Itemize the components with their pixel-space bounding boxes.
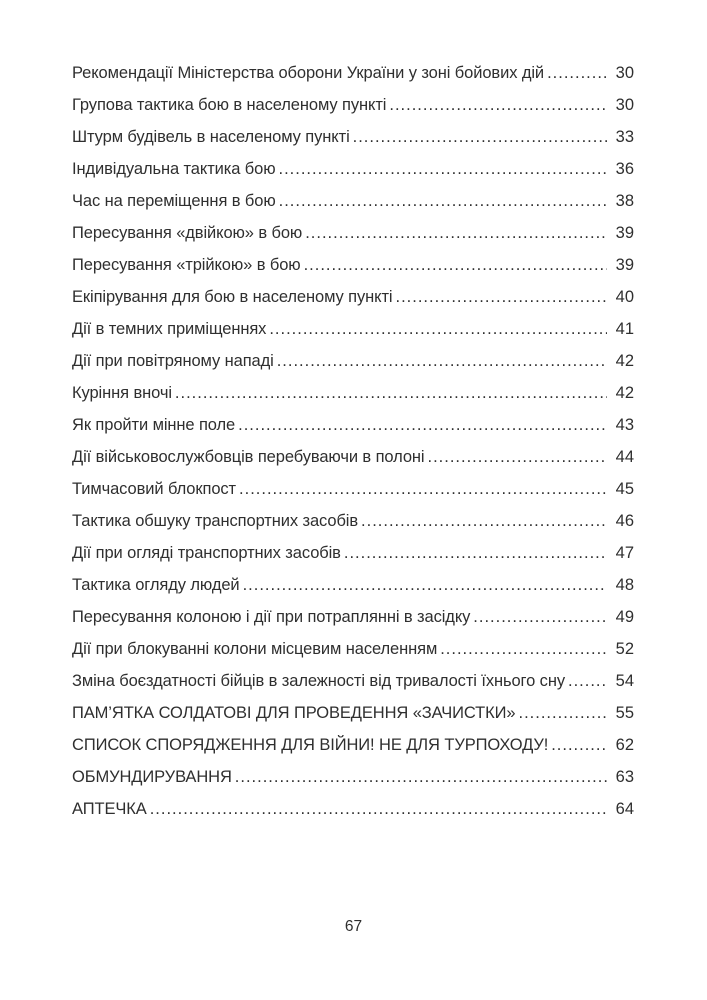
toc-entry-page: 44 bbox=[615, 448, 634, 466]
toc-entry bbox=[72, 64, 634, 96]
toc-entry bbox=[72, 672, 634, 704]
dot-leader bbox=[305, 224, 607, 243]
toc-entry-page: 64 bbox=[615, 800, 634, 818]
folio-page-number: 67 bbox=[344, 918, 363, 935]
dot-leader bbox=[239, 480, 607, 499]
toc-entry bbox=[72, 480, 634, 512]
dot-leader bbox=[279, 160, 607, 179]
dot-leader bbox=[344, 544, 607, 563]
toc-entry-page: 39 bbox=[615, 256, 634, 274]
toc-entry bbox=[72, 416, 634, 448]
toc-entry bbox=[72, 160, 634, 192]
toc-entry-title: Дії в темних приміщеннях bbox=[72, 320, 267, 338]
toc-entry bbox=[72, 224, 634, 256]
toc-entry-page: 55 bbox=[615, 704, 634, 722]
dot-leader bbox=[440, 640, 607, 659]
dot-leader bbox=[269, 320, 607, 339]
dot-leader bbox=[279, 192, 607, 211]
toc-entry bbox=[72, 384, 634, 416]
dot-leader bbox=[568, 672, 607, 691]
toc-entry-page: 41 bbox=[615, 320, 634, 338]
dot-leader bbox=[150, 800, 607, 819]
toc-entry bbox=[72, 512, 634, 544]
toc-entry-page: 43 bbox=[615, 416, 634, 434]
dot-leader bbox=[243, 576, 607, 595]
toc-entry bbox=[72, 128, 634, 160]
toc-entry-title: Пересування «двійкою» в бою bbox=[72, 224, 303, 242]
dot-leader bbox=[547, 64, 607, 83]
toc-entry-page: 42 bbox=[615, 384, 634, 402]
toc-entry bbox=[72, 320, 634, 352]
toc-entry bbox=[72, 800, 634, 832]
toc-entry-title: Як пройти мінне поле bbox=[72, 416, 236, 434]
toc-entry bbox=[72, 704, 634, 736]
dot-leader bbox=[473, 608, 607, 627]
toc-entry-page: 52 bbox=[615, 640, 634, 658]
toc-entry-page: 49 bbox=[615, 608, 634, 626]
toc-entry-page: 36 bbox=[615, 160, 634, 178]
toc-entry-page: 33 bbox=[615, 128, 634, 146]
dot-leader bbox=[277, 352, 607, 371]
toc-entry-page: 46 bbox=[615, 512, 634, 530]
toc-entry-title: Куріння вночі bbox=[72, 384, 172, 402]
toc-entry-page: 45 bbox=[615, 480, 634, 498]
dot-leader bbox=[175, 384, 607, 403]
dot-leader bbox=[304, 256, 607, 275]
dot-leader bbox=[519, 704, 607, 723]
dot-leader bbox=[353, 128, 607, 147]
toc-entry bbox=[72, 768, 634, 800]
toc-entry-title: Дії при блокуванні колони місцевим населенням bbox=[72, 640, 438, 658]
toc-entry-title: Тактика огляду людей bbox=[72, 576, 240, 594]
toc-entry-page: 63 bbox=[615, 768, 634, 786]
toc-entry-title: ПАМ’ЯТКА СОЛДАТОВІ ДЛЯ ПРОВЕДЕННЯ «ЗАЧИСТКИ» bbox=[72, 704, 516, 722]
toc-entry-page: 62 bbox=[615, 736, 634, 754]
toc-entry bbox=[72, 576, 634, 608]
toc-entry-page: 39 bbox=[615, 224, 634, 242]
toc-entry-title: ОБМУНДИРУВАННЯ bbox=[72, 768, 232, 786]
toc-entry bbox=[72, 608, 634, 640]
toc-entry-title: Рекомендації Міністерства оборони України у зоні бойових дій bbox=[72, 64, 545, 82]
dot-leader bbox=[428, 448, 608, 467]
toc-entry bbox=[72, 256, 634, 288]
toc-entry bbox=[72, 544, 634, 576]
toc-entry-page: 42 bbox=[615, 352, 634, 370]
toc-entry-title: Штурм будівель в населеному пункті bbox=[72, 128, 350, 146]
toc-entry bbox=[72, 96, 634, 128]
toc-entry bbox=[72, 640, 634, 672]
toc-entry-title: Дії при огляді транспортних засобів bbox=[72, 544, 341, 562]
toc-entry-page: 30 bbox=[615, 64, 634, 82]
toc-entry-page: 54 bbox=[615, 672, 634, 690]
dot-leader bbox=[396, 288, 608, 307]
toc-list bbox=[72, 64, 634, 832]
toc-entry-title: Зміна боєздатності бійців в залежності від тривалості їхнього сну bbox=[72, 672, 565, 690]
toc-entry-title: Групова тактика бою в населеному пункті bbox=[72, 96, 387, 114]
toc-entry-page: 48 bbox=[615, 576, 634, 594]
dot-leader bbox=[389, 96, 607, 115]
toc-entry-title: Індивідуальна тактика бою bbox=[72, 160, 276, 178]
dot-leader bbox=[238, 416, 607, 435]
toc-entry-title: Тактика обшуку транспортних засобів bbox=[72, 512, 359, 530]
toc-entry-page: 38 bbox=[615, 192, 634, 210]
toc-entry bbox=[72, 192, 634, 224]
toc-entry-title: Пересування «трійкою» в бою bbox=[72, 256, 301, 274]
toc-entry bbox=[72, 288, 634, 320]
toc-entry-page: 47 bbox=[615, 544, 634, 562]
toc-entry-title: Екіпірування для бою в населеному пункті bbox=[72, 288, 393, 306]
toc-entry-title: АПТЕЧКА bbox=[72, 800, 147, 818]
toc-entry bbox=[72, 448, 634, 480]
toc-entry bbox=[72, 736, 634, 768]
page-footer bbox=[0, 918, 707, 936]
toc-entry-title: Дії при повітряному нападі bbox=[72, 352, 274, 370]
toc-entry bbox=[72, 352, 634, 384]
toc-entry-title: Тимчасовий блокпост bbox=[72, 480, 237, 498]
toc-entry-title: Час на переміщення в бою bbox=[72, 192, 276, 210]
toc-entry-title: Дії військовослужбовців перебуваючи в полоні bbox=[72, 448, 425, 466]
toc-entry-page: 40 bbox=[615, 288, 634, 306]
toc-entry-page: 30 bbox=[615, 96, 634, 114]
toc-entry-title: Пересування колоною і дії при потраплянні в засідку bbox=[72, 608, 471, 626]
dot-leader bbox=[235, 768, 607, 787]
dot-leader bbox=[551, 736, 607, 755]
toc-entry-title: СПИСОК СПОРЯДЖЕННЯ ДЛЯ ВІЙНИ! НЕ ДЛЯ ТУРПОХОДУ! bbox=[72, 736, 549, 754]
dot-leader bbox=[361, 512, 607, 531]
